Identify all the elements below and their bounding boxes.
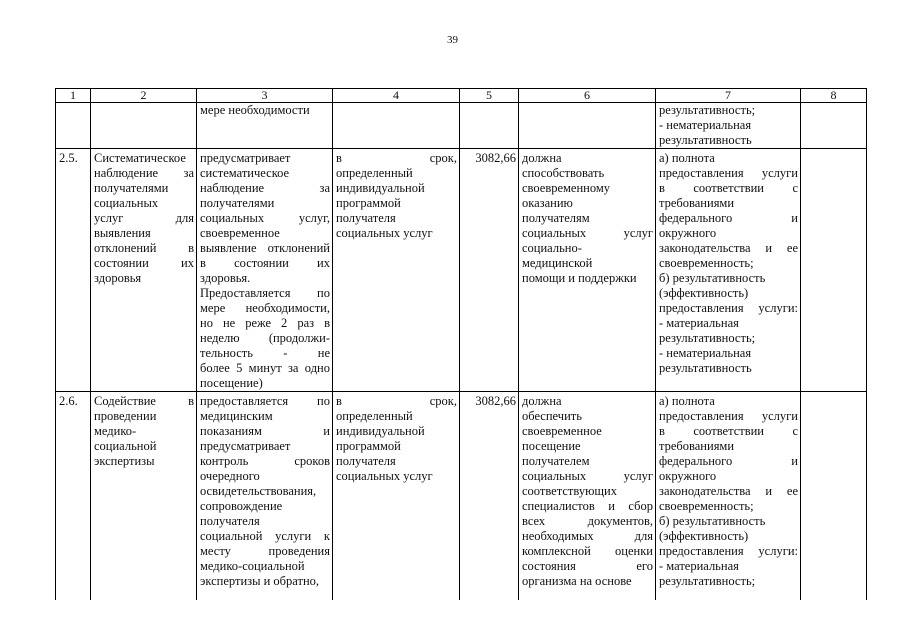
cell-line: окружного: [659, 469, 717, 483]
cell-line: здоровья.: [200, 271, 251, 285]
cell-line: законодательства и ее: [659, 241, 798, 255]
column-header-8: 8: [801, 89, 867, 103]
cell-line: получателям: [522, 211, 590, 225]
cell-line: должна: [522, 394, 562, 408]
cell-col-7: [656, 103, 801, 149]
cell-line: предоставления услуги: [659, 166, 798, 180]
cell-line: 3082,66: [475, 394, 516, 408]
cell-line: неделю (продолжи-: [200, 331, 330, 345]
cell-line: требованиями: [659, 439, 735, 453]
cell-line: - материальная: [659, 559, 739, 573]
cell-col-2: [91, 392, 197, 601]
cell-line: оказанию: [522, 196, 573, 210]
cell-line: предоставления услуги:: [659, 544, 798, 558]
cell-line: а) полнота: [659, 151, 715, 165]
cell-col-7: [656, 392, 801, 601]
cell-line: более 5 минут за одно: [200, 361, 330, 375]
cell-line: посещение: [522, 439, 581, 453]
cell-col-4: [333, 103, 460, 149]
cell-line: помощи и поддержки: [522, 271, 637, 285]
cell-col-6: [519, 103, 656, 149]
cell-line: своевременность;: [659, 499, 754, 513]
cell-line: результативность: [659, 361, 752, 375]
cell-line: состоянии их: [94, 256, 194, 270]
table-row: [56, 392, 867, 601]
cell-line: социально-: [522, 241, 582, 255]
cell-line: своевременность;: [659, 256, 754, 270]
cell-line: способствовать: [522, 166, 605, 180]
cell-line: медико-: [94, 424, 137, 438]
cell-line: своевременному: [522, 181, 611, 195]
cell-line: социальной услуги к: [200, 529, 330, 543]
cell-line: медицинским: [200, 409, 273, 423]
cell-line: результативность;: [659, 574, 756, 588]
cell-line: а) полнота: [659, 394, 715, 408]
cell-col-6: [519, 392, 656, 601]
table-row: [56, 103, 867, 149]
cell-line: мере необходимости,: [200, 301, 330, 315]
cell-line: в соответствии с: [659, 424, 798, 438]
cell-line: 3082,66: [475, 151, 516, 165]
cell-line: должна: [522, 151, 562, 165]
cell-col-3: [197, 392, 333, 601]
cell-line: Содействие в: [94, 394, 194, 408]
cell-col-8: [801, 149, 867, 392]
cell-line: необходимых для: [522, 529, 653, 543]
cell-col-1: [56, 103, 91, 149]
table-body: [56, 103, 867, 601]
cell-line: социальных: [94, 196, 159, 210]
cell-line: но не реже 2 раз в: [200, 316, 330, 330]
cell-col-2: [91, 149, 197, 392]
cell-line: в состоянии их: [200, 256, 330, 270]
cell-line: мере необходимости: [200, 103, 310, 117]
column-header-3: 3: [197, 89, 333, 103]
cell-line: получателями: [94, 181, 169, 195]
cell-line: отклонений в: [94, 241, 194, 255]
cell-col-1: [56, 149, 91, 392]
cell-line: федерального и: [659, 454, 798, 468]
table-header: [56, 89, 867, 103]
cell-line: предоставления услуги:: [659, 301, 798, 315]
cell-line: - нематериальная: [659, 346, 752, 360]
cell-line: соответствующих: [522, 484, 617, 498]
cell-line: экспертизы и обратно,: [200, 574, 320, 588]
cell-col-5: [460, 103, 519, 149]
cell-line: своевременное: [200, 226, 280, 240]
cell-line: комплексной оценки: [522, 544, 653, 558]
cell-line: в соответствии с: [659, 181, 798, 195]
column-header-5: 5: [460, 89, 519, 103]
cell-line: предоставления услуги: [659, 409, 798, 423]
cell-line: сопровождение: [200, 499, 283, 513]
cell-line: Систематическое: [94, 151, 186, 165]
cell-line: Предоставляется по: [200, 286, 330, 300]
cell-line: тельность - не: [200, 346, 330, 360]
cell-line: получателя: [200, 514, 260, 528]
cell-line: в срок,: [336, 151, 457, 165]
cell-col-3: [197, 149, 333, 392]
cell-line: законодательства и ее: [659, 484, 798, 498]
cell-line: получателя: [336, 454, 396, 468]
column-header-6: 6: [519, 89, 656, 103]
cell-line: социальных услуг: [522, 469, 653, 483]
column-header-7: 7: [656, 89, 801, 103]
cell-line: получателя: [336, 211, 396, 225]
cell-col-4: [333, 149, 460, 392]
cell-line: проведении: [94, 409, 157, 423]
cell-col-2: [91, 103, 197, 149]
cell-line: 2.5.: [59, 151, 78, 165]
cell-line: социальной: [94, 439, 157, 453]
cell-line: очередного: [200, 469, 260, 483]
cell-line: получателем: [522, 454, 590, 468]
cell-line: систематическое: [200, 166, 290, 180]
cell-line: показаниям и: [200, 424, 330, 438]
cell-line: требованиями: [659, 196, 735, 210]
cell-col-6: [519, 149, 656, 392]
cell-line: социальных услуг,: [200, 211, 330, 225]
cell-line: организма на основе: [522, 574, 632, 588]
cell-line: всех документов,: [522, 514, 653, 528]
cell-line: (эффективность): [659, 529, 749, 543]
cell-line: в срок,: [336, 394, 457, 408]
column-header-2: 2: [91, 89, 197, 103]
cell-col-4: [333, 392, 460, 601]
cell-line: результативность;: [659, 331, 756, 345]
cell-line: программой: [336, 439, 401, 453]
cell-col-5: [460, 392, 519, 601]
cell-line: (эффективность): [659, 286, 749, 300]
cell-line: предоставляется по: [200, 394, 330, 408]
cell-line: своевременное: [522, 424, 602, 438]
cell-line: определенный: [336, 166, 413, 180]
cell-line: медико-социальной: [200, 559, 305, 573]
cell-line: наблюдение за: [94, 166, 194, 180]
cell-line: наблюдение за: [200, 181, 330, 195]
page-number: 39: [447, 34, 458, 46]
cell-line: посещение): [200, 376, 263, 390]
cell-line: программой: [336, 196, 401, 210]
cell-line: окружного: [659, 226, 717, 240]
cell-line: - нематериальная: [659, 118, 752, 132]
cell-line: социальных услуг: [522, 226, 653, 240]
header-row: [56, 89, 867, 103]
cell-line: получателями: [200, 196, 275, 210]
column-header-4: 4: [333, 89, 460, 103]
cell-line: предусматривает: [200, 151, 291, 165]
cell-line: результативность: [659, 133, 752, 147]
cell-line: выявление отклонений: [200, 241, 330, 255]
cell-line: специалистов и сбор: [522, 499, 653, 513]
cell-line: выявления: [94, 226, 151, 240]
cell-line: результативность;: [659, 103, 756, 117]
cell-line: социальных услуг: [336, 226, 433, 240]
cell-line: освидетельствования,: [200, 484, 317, 498]
cell-col-8: [801, 103, 867, 149]
cell-line: б) результативность: [659, 514, 766, 528]
cell-line: состояния его: [522, 559, 653, 573]
cell-line: индивидуальной: [336, 424, 425, 438]
cell-col-8: [801, 392, 867, 601]
cell-col-3: [197, 103, 333, 149]
cell-line: здоровья: [94, 271, 142, 285]
cell-line: обеспечить: [522, 409, 582, 423]
cell-line: услуг для: [94, 211, 194, 225]
cell-line: предусматривает: [200, 439, 291, 453]
cell-line: социальных услуг: [336, 469, 433, 483]
services-table: [55, 88, 867, 600]
cell-line: б) результативность: [659, 271, 766, 285]
cell-line: федерального и: [659, 211, 798, 225]
cell-line: контроль сроков: [200, 454, 330, 468]
column-header-1: 1: [56, 89, 91, 103]
cell-line: экспертизы: [94, 454, 155, 468]
cell-line: месту проведения: [200, 544, 330, 558]
cell-line: - материальная: [659, 316, 739, 330]
cell-line: индивидуальной: [336, 181, 425, 195]
cell-col-5: [460, 149, 519, 392]
cell-line: медицинской: [522, 256, 593, 270]
cell-line: 2.6.: [59, 394, 78, 408]
cell-col-1: [56, 392, 91, 601]
table-row: [56, 149, 867, 392]
cell-line: определенный: [336, 409, 413, 423]
cell-col-7: [656, 149, 801, 392]
